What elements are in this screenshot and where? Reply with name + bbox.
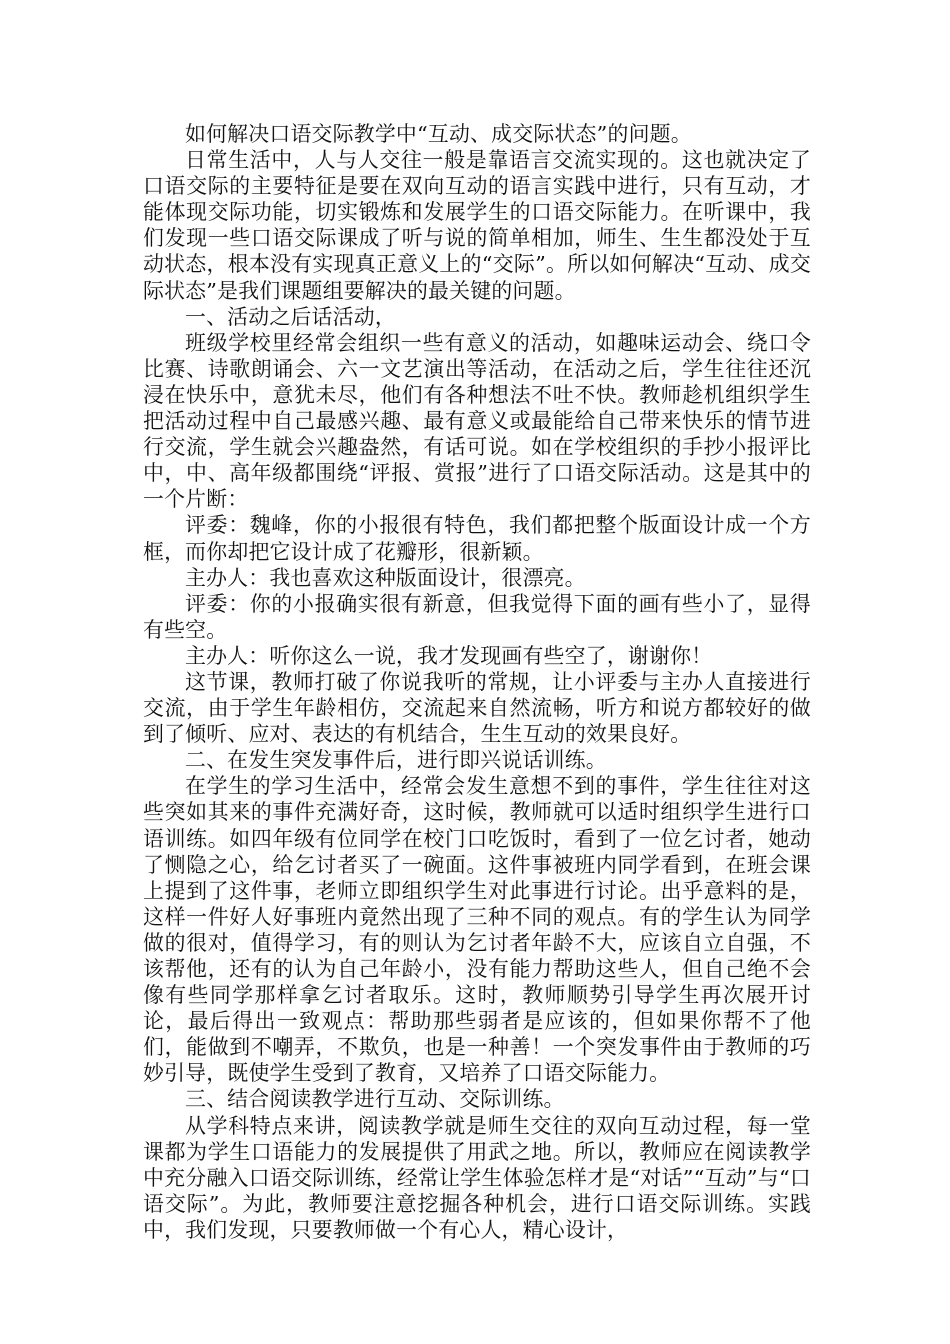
heading-section-3: 三、结合阅读教学进行互动、交际训练。 <box>185 1087 565 1112</box>
document-body <box>143 121 811 1243</box>
paragraph-section-1-summary: 这节课，教师打破了你说我听的常规，让小评委与主办人直接进行交流，由于学生年龄相仿，交流起来自然流畅，听方和说方都较好的做到了倾听、应对、表达的有机结合，生生互动的效果良好。 <box>143 669 811 747</box>
dialogue-host-1: 主办人：我也喜欢这种版面设计，很漂亮。 <box>185 565 586 590</box>
paragraph-section-1-body: 班级学校里经常会组织一些有意义的活动，如趣味运动会、绕口令比赛、诗歌朗诵会、六一文艺演出等活动，在活动之后，学生往往还沉浸在快乐中，意犹未尽，他们有各种想法不吐不快。教师趁机组织学生把活动过程中自己最感兴趣、最有意义或最能给自己带来快乐的情节进行交流，学生就会兴趣盎然，有话可说。如在学校组织的手抄小报评比中，中、高年级都围绕“评报、赏报”进行了口语交际活动。这是其中的一个片断： <box>143 330 811 512</box>
heading-section-1: 一、活动之后话活动， <box>185 304 396 329</box>
heading-section-2: 二、在发生突发事件后，进行即兴说话训练。 <box>185 748 607 773</box>
dialogue-host-2: 主办人：听你这么一说，我才发现画有些空了，谢谢你！ <box>185 643 713 668</box>
paragraph-section-2-body: 在学生的学习生活中，经常会发生意想不到的事件，学生往往对这些突如其来的事件充满好奇，这时候，教师就可以适时组织学生进行口语训练。如四年级有位同学在校门口吃饭时，看到了一位乞讨者，她动了恻隐之心，给乞讨者买了一碗面。这件事被班内同学看到，在班会课上提到了这件事，老师立即组织学生对此事进行讨论。出乎意料的是，这样一件好人好事班内竟然出现了三种不同的观点。有的学生认为同学做的很对，值得学习，有的则认为乞讨者年龄不大，应该自立自强，不该帮他，还有的认为自己年龄小，没有能力帮助这些人，但自己绝不会像有些同学那样拿乞讨者取乐。这时，教师顺势引导学生再次展开讨论，最后得出一致观点：帮助那些弱者是应该的，但如果你帮不了他们，能做到不嘲弄，不欺负，也是一种善！一个突发事件由于教师的巧妙引导，既使学生受到了教育，又培养了口语交际能力。 <box>143 774 811 1086</box>
dialogue-judge-1: 评委：魏峰，你的小报很有特色，我们都把整个版面设计成一个方框，而你却把它设计成了花瓣形，很新颖。 <box>143 513 811 564</box>
paragraph-intro: 日常生活中，人与人交往一般是靠语言交流实现的。这也就决定了口语交际的主要特征是要在双向互动的语言实践中进行，只有互动，才能体现交际功能，切实锻炼和发展学生的口语交际能力。在听课中，我们发现一些口语交际课成了听与说的简单相加，师生、生生都没处于互动状态，根本没有实现真正意义上的“交际”。所以如何解决“互动、成交际状态”是我们课题组要解决的最关键的问题。 <box>143 148 811 303</box>
paragraph-section-3-body: 从学科特点来讲，阅读教学就是师生交往的双向互动过程，每一堂课都为学生口语能力的发展提供了用武之地。所以，教师应在阅读教学中充分融入口语交际训练，经常让学生体验怎样才是“对话”“互动”与“口语交际”。为此，教师要注意挖掘各种机会，进行口语交际训练。实践中，我们发现，只要教师做一个有心人，精心设计， <box>143 1113 811 1242</box>
dialogue-judge-2: 评委：你的小报确实很有新意，但我觉得下面的画有些小了，显得有些空。 <box>143 591 811 642</box>
paragraph-question: 如何解决口语交际教学中“互动、成交际状态”的问题。 <box>185 122 692 146</box>
